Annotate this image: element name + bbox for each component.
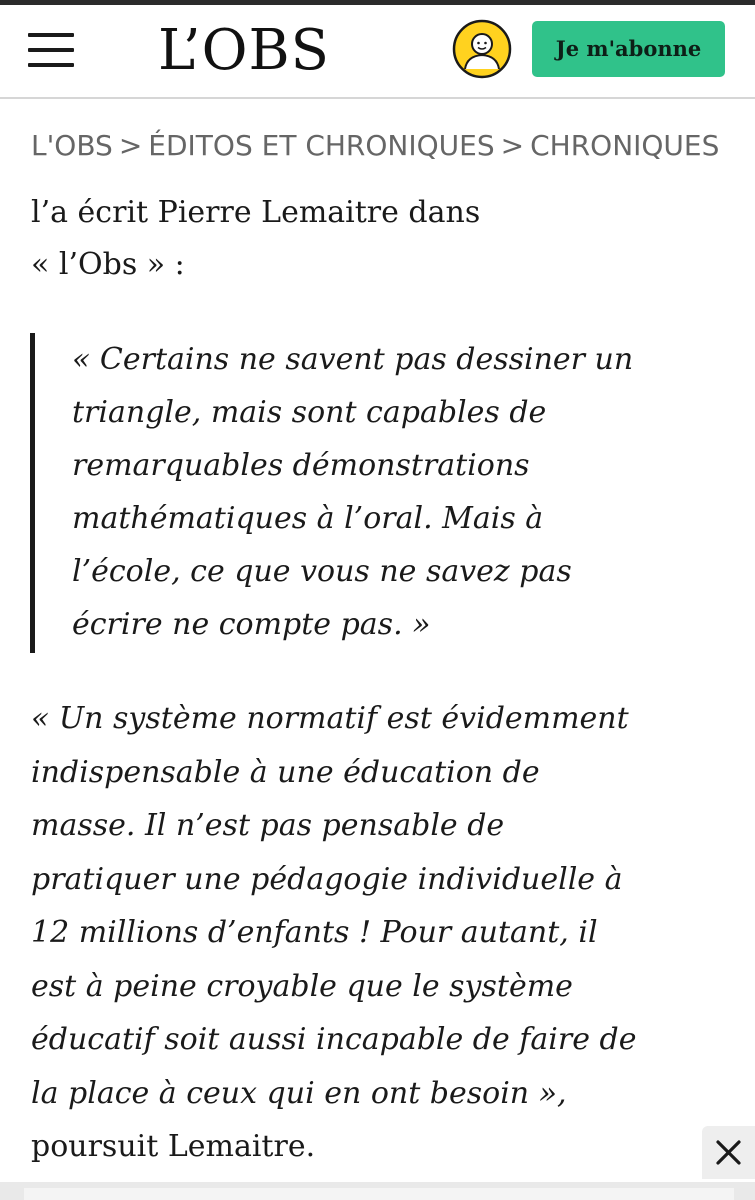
- blockquote-line: écrire ne compte pas. »: [72, 607, 431, 642]
- paragraph-attribution: poursuit Lemaitre.: [31, 1129, 316, 1164]
- subscribe-button[interactable]: Je m'abonne: [532, 21, 725, 77]
- blockquote-line: triangle, mais sont capables de: [72, 395, 547, 430]
- blockquote-line: l’école, ce que vous ne savez pas: [72, 554, 572, 589]
- hamburger-menu-icon[interactable]: [28, 27, 74, 75]
- article-intro: [31, 187, 731, 291]
- breadcrumb-separator: >: [118, 129, 143, 162]
- paragraph-line: éducatif soit aussi incapable de faire de: [31, 1022, 637, 1057]
- paragraph-line: est à peine croyable que le système: [31, 968, 573, 1004]
- article-paragraph: [31, 692, 746, 1174]
- paragraph-line: pratiquer une pédagogie individuelle à: [31, 861, 623, 897]
- blockquote-bar: [30, 333, 35, 653]
- ad-banner-strip: [0, 1182, 755, 1200]
- site-logo[interactable]: L’OBS: [158, 18, 330, 83]
- breadcrumb: [31, 126, 719, 166]
- close-icon[interactable]: [702, 1126, 755, 1179]
- breadcrumb-separator: >: [500, 129, 525, 162]
- breadcrumb-item-lobs[interactable]: L'OBS: [31, 129, 113, 162]
- intro-line: l’a écrit Pierre Lemaitre dans: [31, 195, 481, 230]
- breadcrumb-item-chroniques[interactable]: CHRONIQUES: [530, 129, 720, 162]
- site-header: [0, 5, 755, 99]
- article-blockquote: [72, 333, 742, 651]
- blockquote-line: « Certains ne savent pas dessiner un: [72, 342, 634, 377]
- user-avatar-icon[interactable]: [452, 19, 512, 79]
- ad-banner-placeholder: [24, 1188, 734, 1200]
- paragraph-line: « Un système normatif est évidemment: [31, 701, 629, 736]
- paragraph-line: la place à ceux qui en ont besoin »,: [31, 1075, 567, 1111]
- paragraph-line: indispensable à une éducation de: [31, 754, 540, 790]
- paragraph-line: masse. Il n’est pas pensable de: [31, 808, 505, 843]
- blockquote-line: remarquables démonstrations: [72, 448, 530, 483]
- paragraph-line: 12 millions d’enfants ! Pour autant, il: [31, 915, 598, 950]
- intro-line: « l’Obs » :: [31, 247, 185, 282]
- breadcrumb-item-editos[interactable]: ÉDITOS ET CHRONIQUES: [148, 129, 495, 162]
- blockquote-line: mathématiques à l’oral. Mais à: [72, 501, 544, 536]
